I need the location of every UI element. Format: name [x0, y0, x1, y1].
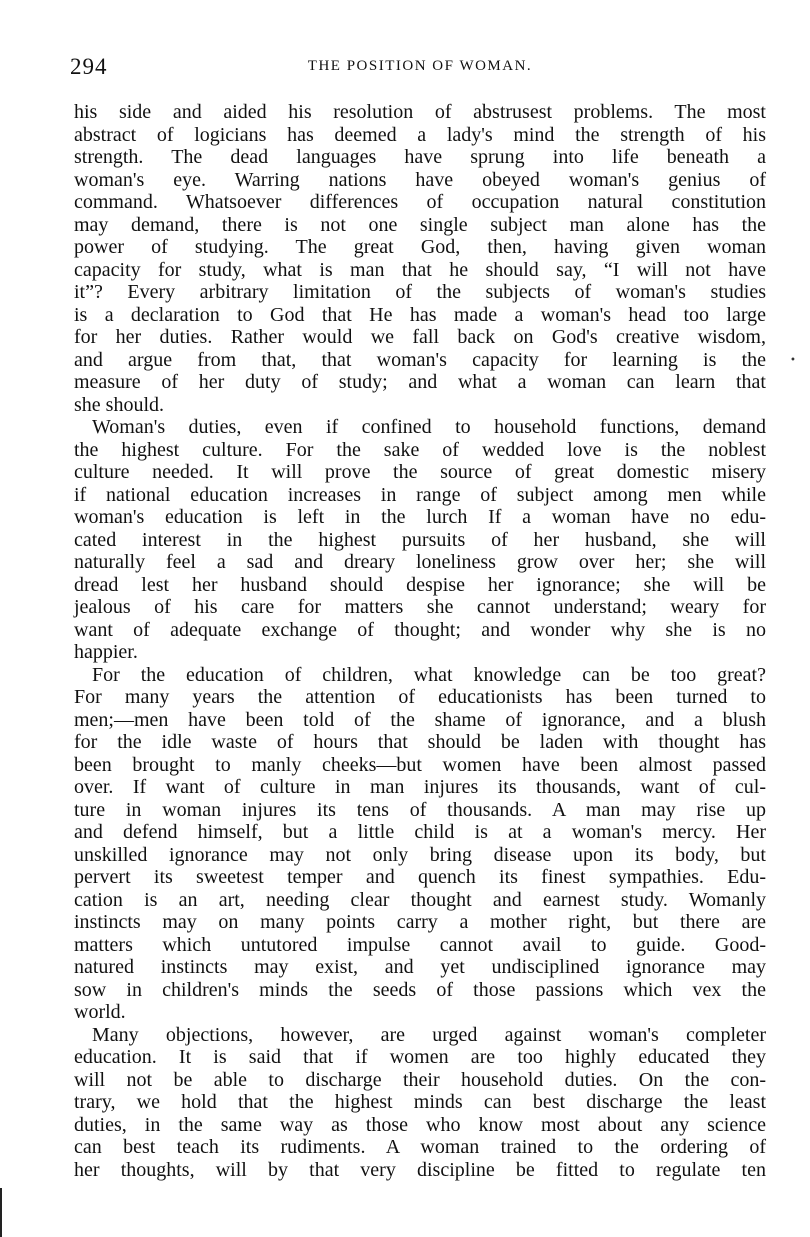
text-line: over. If want of culture in man injures its thousands, want of cul- [74, 776, 766, 798]
text-line: her thoughts, will by that very discipline be fitted to regulate ten [74, 1158, 766, 1181]
text-line: instincts may on many points carry a mother right, but there are [74, 911, 766, 933]
page-header [70, 54, 770, 80]
text-line: the highest culture. For the sake of wedded love is the noblest [74, 438, 766, 461]
text-line: strength. The dead languages have sprung into life beneath a [74, 146, 766, 168]
text-line: for her duties. Rather would we fall back on God's creative wisdom, [74, 326, 766, 348]
text-line: it”? Every arbitrary limitation of the subjects of woman's studies [74, 281, 766, 303]
body-text [74, 101, 766, 1181]
paragraph-4 [74, 1024, 766, 1182]
text-line: if national education increases in range of subject among men while [74, 483, 766, 506]
text-line: jealous of his care for matters she cannot understand; weary for [74, 596, 766, 618]
text-line: been brought to manly cheeks—but women have been almost passed [74, 753, 766, 776]
text-line: unskilled ignorance may not only bring disease upon its body, but [74, 843, 766, 866]
text-line: and argue from that, that woman's capacity for learning is the [74, 348, 766, 371]
text-line: education. It is said that if women are too highly educated they [74, 1046, 766, 1068]
text-line: duties, in the same way as those who know most about any science [74, 1113, 766, 1136]
text-line: she should. [74, 393, 164, 416]
text-line: can best teach its rudiments. A woman trained to the ordering of [74, 1136, 766, 1158]
text-line: naturally feel a sad and dreary loneliness grow over her; she will [74, 551, 766, 573]
text-line: happier. [74, 641, 138, 663]
text-line: for the idle waste of hours that should be laden with thought has [74, 731, 766, 753]
text-line: woman's eye. Warring nations have obeyed woman's genius of [74, 168, 766, 191]
page-number: 294 [70, 54, 108, 79]
text-line: Many objections, however, are urged against woman's completer [92, 1023, 766, 1046]
text-line: cated interest in the highest pursuits of her husband, she will [74, 528, 766, 551]
text-line: men;—men have been told of the shame of ignorance, and a blush [74, 708, 766, 731]
text-line: For many years the attention of educationists has been turned to [74, 686, 766, 708]
text-line: may demand, there is not one single subject man alone has the [74, 213, 766, 236]
text-line: For the education of children, what knowledge can be too great? [92, 663, 766, 686]
text-line: cation is an art, needing clear thought and earnest study. Womanly [74, 888, 766, 911]
text-line: and defend himself, but a little child is at a woman's mercy. Her [74, 821, 766, 843]
text-line: Woman's duties, even if confined to household functions, demand [92, 416, 766, 438]
text-line: command. Whatsoever differences of occupation natural constitution [74, 191, 766, 213]
paragraph-1 [74, 101, 766, 416]
text-line: is a declaration to God that He has made a woman's head too large [74, 303, 766, 326]
page-edge-rule [0, 1188, 2, 1237]
text-line: world. [74, 1001, 126, 1023]
text-line: dread lest her husband should despise her ignorance; she will be [74, 573, 766, 596]
text-line: woman's education is left in the lurch If a woman have no edu- [74, 506, 766, 528]
text-line: natured instincts may exist, and yet undisciplined ignorance may [74, 956, 766, 978]
text-line: abstract of logicians has deemed a lady's mind the strength of his [74, 123, 766, 146]
paragraph-2 [74, 416, 766, 664]
text-line: matters which untutored impulse cannot avail to guide. Good- [74, 933, 766, 956]
paragraph-3 [74, 664, 766, 1024]
text-line: measure of her duty of study; and what a woman can learn that [74, 371, 766, 393]
text-line: his side and aided his resolution of abstrusest problems. The most [74, 101, 766, 123]
text-line: will not be able to discharge their household duties. On the con- [74, 1068, 766, 1091]
margin-mark: • [790, 355, 796, 366]
text-line: ture in woman injures its tens of thousands. A man may rise up [74, 798, 766, 821]
text-line: culture needed. It will prove the source of great domestic misery [74, 461, 766, 483]
text-line: pervert its sweetest temper and quench its finest sympathies. Edu- [74, 866, 766, 888]
text-line: want of adequate exchange of thought; and wonder why she is no [74, 618, 766, 641]
text-line: sow in children's minds the seeds of those passions which vex the [74, 978, 766, 1001]
text-line: power of studying. The great God, then, having given woman [74, 236, 766, 258]
text-line: trary, we hold that the highest minds can best discharge the least [74, 1091, 766, 1113]
running-title: THE POSITION OF WOMAN. [307, 58, 533, 74]
text-line: capacity for study, what is man that he should say, “I will not have [74, 258, 766, 281]
